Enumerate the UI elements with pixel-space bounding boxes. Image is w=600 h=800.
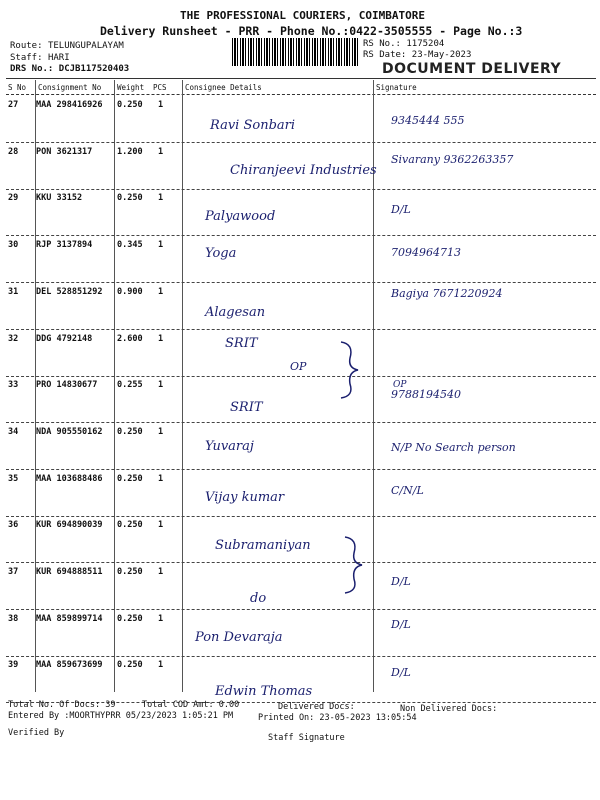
consignment-cell: MAA 298416926 [36, 100, 103, 110]
sno-cell: 37 [8, 567, 19, 577]
weight-cell: 0.250 [117, 193, 143, 204]
consignee-handwriting: do [250, 591, 267, 606]
pcs-cell: 1 [158, 426, 164, 437]
consignment-cell: DEL 528851292 [36, 286, 103, 297]
consignee-handwriting: Chiranjeevi Industries [230, 162, 377, 178]
sno-cell: 36 [8, 520, 19, 531]
route-value: TELUNGUPALAYAM [47, 41, 124, 51]
signature-handwriting: Sivarany 9362263357 [391, 152, 514, 166]
weight-cell: 0.250 [117, 660, 143, 671]
signature-handwriting: D/L [391, 617, 411, 631]
table-row [6, 423, 596, 470]
consignment-cell: RJP 3137894 [36, 240, 93, 251]
pcs-cell: 1 [158, 520, 164, 531]
signature-handwriting: 9788194540 [391, 388, 461, 402]
staff-value: HARI [47, 53, 70, 63]
table-row [6, 283, 596, 330]
sno-cell: 34 [8, 426, 19, 437]
table-row [6, 516, 596, 563]
weight-cell: 0.250 [117, 426, 143, 437]
staff-label: Staff: [10, 53, 43, 63]
weight-cell: 0.345 [117, 240, 143, 251]
consignee-handwriting: SRIT [225, 335, 258, 351]
table-row [6, 470, 596, 517]
weight-cell: 0.255 [117, 380, 143, 391]
pcs-cell: 1 [158, 380, 164, 391]
table-row [6, 656, 596, 703]
consignee-handwriting: Pon Devaraja [195, 629, 283, 645]
table-row [6, 96, 596, 143]
weight-cell: 0.900 [117, 286, 143, 297]
sno-cell: 39 [8, 660, 19, 671]
signature-handwriting: D/L [391, 203, 411, 217]
consignment-cell: PON 3621317 [36, 146, 93, 157]
consignee-handwriting: Yoga [205, 246, 237, 262]
pcs-cell: 1 [158, 473, 164, 484]
col-consignee: Consignee Details [185, 83, 262, 92]
drs-line [10, 64, 129, 74]
verified-by: Verified By [8, 728, 65, 738]
consignee-handwriting: Vijay kumar [205, 489, 285, 505]
route-label: Route: [10, 41, 43, 51]
col-pcs: PCS [153, 83, 167, 92]
rs-date-value: 23-May-2023 [411, 50, 472, 60]
weight-cell: 0.250 [117, 520, 143, 531]
total-cod: Total COD Amt: 0.00 [142, 700, 240, 710]
signature-handwriting: D/L [391, 666, 411, 680]
delivered-docs: Delivered Docs: [278, 702, 355, 712]
non-delivered-docs: Non Delivered Docs: [400, 704, 498, 714]
pcs-cell: 1 [158, 193, 164, 204]
pcs-cell: 1 [158, 146, 164, 157]
sno-cell: 38 [8, 613, 19, 624]
table-row [6, 376, 596, 423]
bracket-icon [336, 340, 366, 400]
sno-cell: 31 [8, 286, 19, 297]
sno-cell: 30 [8, 240, 19, 251]
rs-no-value: 1175204 [406, 39, 445, 49]
consignee-handwriting: Edwin Thomas [215, 684, 313, 700]
table-row [6, 563, 596, 610]
consignee-handwriting: Subramaniyan [215, 538, 311, 554]
sno-cell: 33 [8, 380, 19, 391]
col-consignment: Consignment No [38, 83, 102, 92]
rs-date-label: RS Date: [363, 50, 407, 60]
consignment-cell: NDA 905550162 [36, 426, 103, 437]
pcs-cell: 1 [158, 567, 164, 577]
total-docs: Total No. Of Docs: 39 [8, 700, 116, 710]
consignment-cell: KUR 694888511 [36, 567, 103, 577]
sno-cell: 28 [8, 146, 19, 157]
staff-signature: Staff Signature [268, 733, 345, 743]
rs-no-line [363, 39, 444, 49]
weight-cell: 0.250 [117, 613, 143, 624]
table-row [6, 610, 596, 657]
sno-cell: 29 [8, 193, 19, 204]
consignment-cell: KKU 33152 [36, 193, 83, 204]
signature-handwriting: 9345444 555 [391, 114, 465, 127]
rs-date-line [363, 50, 471, 60]
col-sno: S No [8, 83, 27, 92]
sno-cell: 35 [8, 473, 19, 484]
rs-no-label: RS No.: [363, 39, 401, 49]
signature-handwriting: C/N/L [391, 483, 424, 497]
signature-handwriting: Bagiya 7671220924 [391, 286, 503, 300]
entered-by: Entered By :MOORTHYPRR 05/23/2023 1:05:21 PM [8, 711, 234, 721]
signature-handwriting: 7094964713 [391, 246, 461, 260]
consignee-handwriting: Yuvaraj [205, 438, 254, 454]
barcode [232, 38, 358, 66]
sno-cell: 27 [8, 100, 19, 110]
bracket-icon [340, 535, 370, 595]
table-header-rule [6, 94, 596, 95]
table-row [6, 189, 596, 236]
table-row [6, 143, 596, 190]
weight-cell: 1.200 [117, 146, 143, 157]
pcs-cell: 1 [158, 613, 164, 624]
signature-handwriting: D/L [391, 575, 411, 588]
staff-line [10, 53, 70, 63]
runsheet-subtitle: Delivery Runsheet - PRR - Phone No.:0422-3505555 - Page No.:3 [100, 24, 523, 38]
consignment-cell: PRO 14830677 [36, 380, 98, 391]
consignment-cell: MAA 103688486 [36, 473, 103, 484]
printed-on: Printed On: 23-05-2023 13:05:54 [258, 713, 417, 723]
pcs-cell: 1 [158, 333, 164, 344]
consignee-handwriting: Ravi Sonbari [210, 118, 296, 133]
company-name: THE PROFESSIONAL COURIERS, COIMBATORE [180, 9, 426, 22]
weight-cell: 0.250 [117, 100, 143, 110]
table-top-rule [6, 78, 596, 79]
pcs-cell: 1 [158, 100, 164, 110]
weight-cell: 2.600 [117, 333, 143, 344]
pcs-cell: 1 [158, 660, 164, 671]
consignee-handwriting: SRIT [230, 400, 263, 416]
consignee-handwriting: Alagesan [205, 304, 266, 320]
consignee-handwriting: Palyawood [205, 209, 276, 225]
signature-handwriting: N/P No Search person [391, 440, 516, 454]
weight-cell: 0.250 [117, 567, 143, 577]
drs-label: DRS No.: [10, 64, 54, 74]
op-annotation: OP [290, 360, 307, 373]
sno-cell: 32 [8, 333, 19, 344]
consignment-cell: DDG 4792148 [36, 333, 93, 344]
op-annotation-2: OP [393, 380, 407, 390]
drs-value: DCJB117520403 [58, 64, 130, 74]
weight-cell: 0.250 [117, 473, 143, 484]
col-signature: Signature [376, 83, 417, 92]
consignment-cell: KUR 694890039 [36, 520, 103, 531]
consignment-cell: MAA 859899714 [36, 613, 103, 624]
route-line [10, 41, 124, 51]
consignment-cell: MAA 859673699 [36, 660, 103, 671]
pcs-cell: 1 [158, 240, 164, 251]
document-delivery-stamp: DOCUMENT DELIVERY [382, 61, 562, 77]
col-weight: Weight [117, 83, 145, 92]
pcs-cell: 1 [158, 286, 164, 297]
table-row [6, 236, 596, 283]
